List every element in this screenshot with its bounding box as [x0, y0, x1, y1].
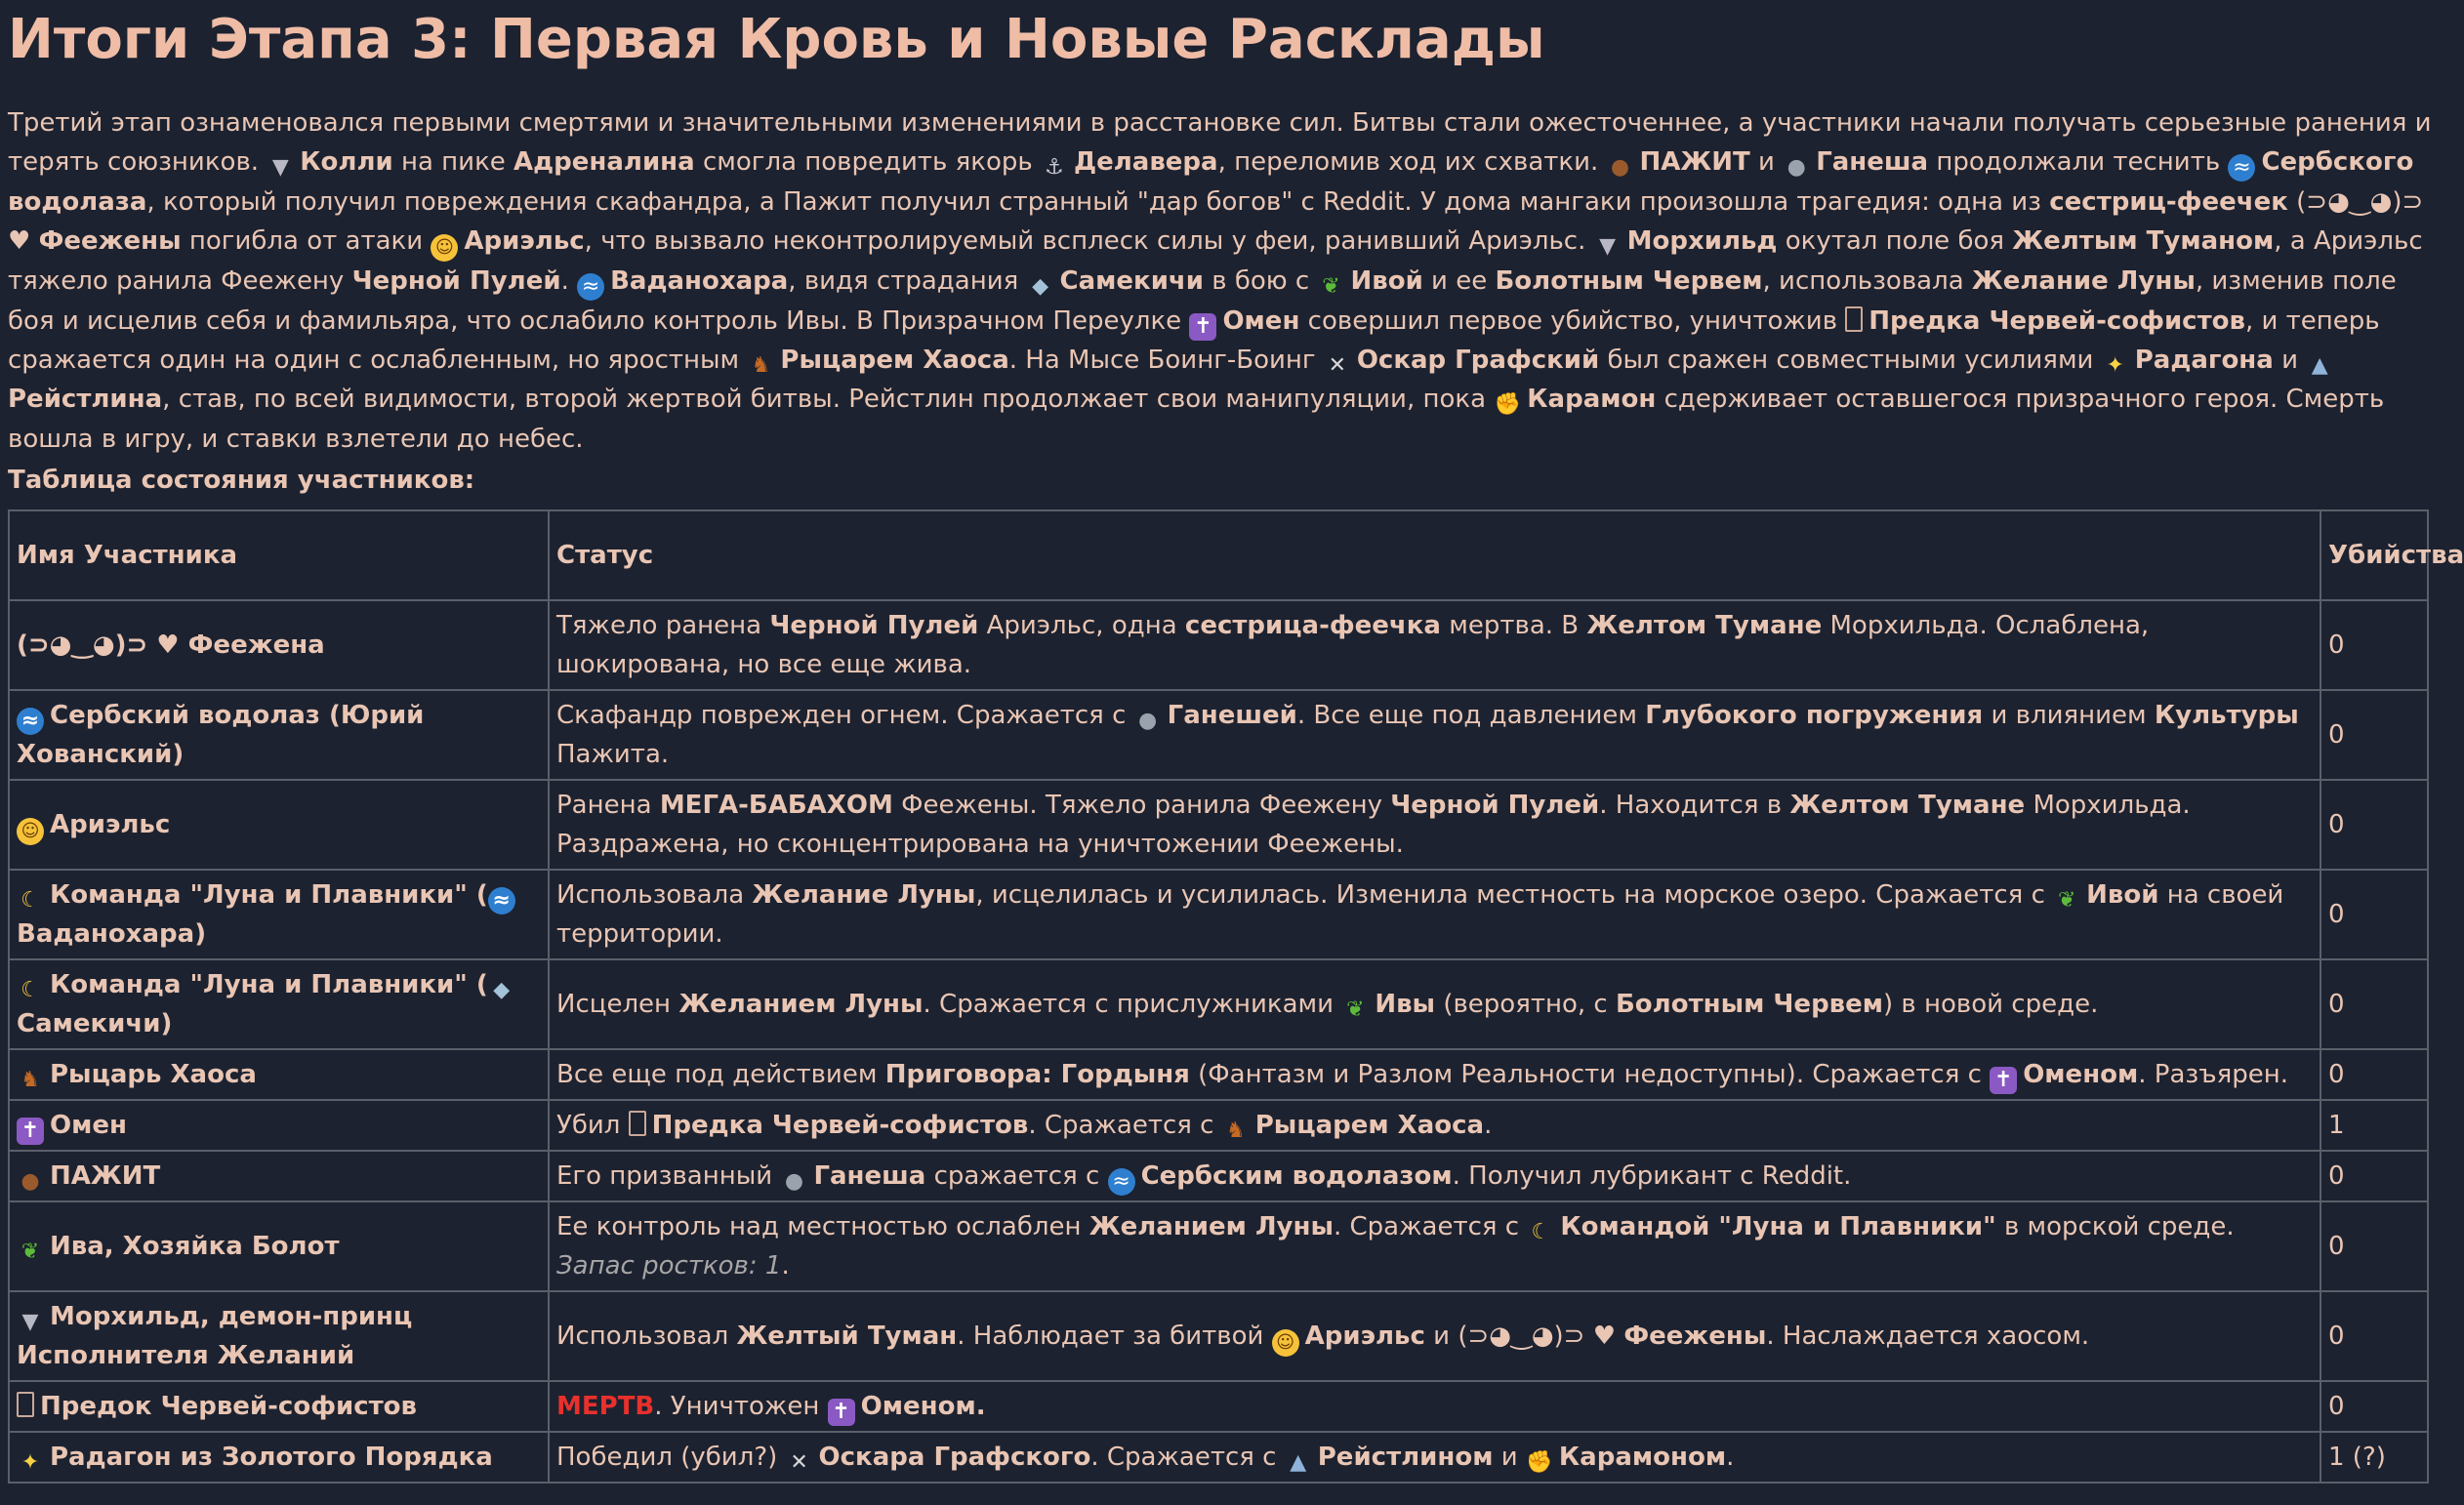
anchor-icon: ⚓: [1045, 155, 1064, 181]
participant-name-cell: Предок Червей-софистов: [9, 1381, 549, 1432]
bold-text: Ганеша: [813, 1161, 926, 1192]
bold-text: Черной Пулей: [351, 266, 561, 297]
table-header-row: [9, 510, 2428, 600]
participant-name-cell: ▼ Морхильд, демон-принц Исполнителя Желаний: [9, 1291, 549, 1381]
angel-icon: ☺: [1272, 1329, 1299, 1357]
participant-kills-cell: 0: [2320, 1381, 2428, 1432]
elephant-icon: ●: [784, 1169, 804, 1195]
elephant-icon: ●: [1786, 155, 1806, 181]
horse-icon: ♞: [21, 1068, 40, 1093]
bold-text: Черной Пулей: [1390, 791, 1600, 821]
mage-icon: ▲: [1290, 1450, 1307, 1476]
sparkles-icon: ✦: [2106, 353, 2124, 379]
participant-kills-cell: 0: [2320, 1291, 2428, 1381]
wave-icon: ≈: [577, 273, 604, 301]
participant-name-cell: ✝ Омен: [9, 1100, 549, 1151]
herb-icon: ❦: [1322, 274, 1340, 300]
swords-icon: ✕: [790, 1450, 808, 1476]
wave-icon: ≈: [1108, 1168, 1135, 1196]
bold-text: Приговора: Гордыня: [884, 1060, 1190, 1090]
cross-icon: ✝: [17, 1118, 44, 1145]
dead-label: МЕРТВ: [556, 1392, 655, 1422]
dolphin-icon: ◆: [1032, 274, 1048, 300]
bold-text: МЕГА-БАБАХОМ: [659, 791, 893, 821]
table-row: [9, 959, 2428, 1049]
participant-status-cell: Ее контроль над местностью ослаблен Желанием Луны. Сражается с ☾ Командой "Луна и Плавники" в морской среде. Запас ростков: 1.: [549, 1201, 2320, 1291]
poop-icon: ●: [21, 1169, 40, 1195]
bold-text: Желтый Туман: [736, 1321, 958, 1351]
bold-text: Делавера: [1073, 147, 1218, 178]
participant-kills-cell: 0: [2320, 870, 2428, 959]
participant-name-cell: ● ПАЖИТ: [9, 1151, 549, 1201]
bold-text: Сербского водолаза: [8, 147, 2414, 217]
elephant-icon: ●: [1138, 709, 1158, 734]
participants-table: [8, 509, 2464, 1484]
wolf-icon: ▼: [1599, 234, 1617, 260]
bold-text: Оскара Графского: [818, 1443, 1091, 1473]
table-row: [9, 1432, 2428, 1483]
table-row: [9, 1291, 2428, 1381]
bold-text: Глубокого погружения: [1645, 701, 1984, 731]
bold-text: Ивой: [1350, 266, 1423, 297]
wolf-icon: ▼: [21, 1310, 39, 1335]
angel-icon: ☺: [431, 234, 458, 262]
poop-icon: ●: [1610, 155, 1630, 181]
participant-status-cell: Скафандр поврежден огнем. Сражается с ● Ганешей. Все еще под давлением Глубокого погружения и влиянием Культуры Пажита.: [549, 690, 2320, 780]
muscle-icon: ✊: [1526, 1450, 1553, 1476]
table-row: [9, 1381, 2428, 1432]
table-title: Таблица состояния участников:: [8, 466, 475, 496]
participant-kills-cell: 0: [2320, 600, 2428, 690]
herb-icon: ❦: [2057, 888, 2076, 914]
column-header-kills: Убийства: [2320, 510, 2428, 600]
moon-icon: ☾: [21, 888, 40, 914]
participant-kills-cell: 0: [2320, 780, 2428, 870]
bold-text: Радагона: [2134, 346, 2274, 376]
bold-text: Омен: [1222, 305, 1300, 336]
bold-text: Культуры: [2154, 701, 2299, 731]
wave-icon: ≈: [2228, 154, 2255, 182]
sparkles-icon: ✦: [21, 1450, 40, 1476]
bold-text: Оскар Графский: [1356, 346, 1600, 376]
bold-text: Командой "Луна и Плавники": [1560, 1212, 1996, 1242]
column-header-status: Статус: [549, 510, 2320, 600]
horse-icon: ♞: [1225, 1119, 1246, 1144]
table-row: [9, 690, 2428, 780]
bold-text: Рыцарем Хаоса: [780, 346, 1009, 376]
bold-text: Ариэльс: [464, 226, 585, 257]
participant-name-cell: ≈ Сербский водолаз (Юрий Хованский): [9, 690, 549, 780]
cross-icon: ✝: [1189, 313, 1216, 341]
participant-kills-cell: 1 (?): [2320, 1432, 2428, 1483]
participant-status-cell: Победил (убил?) ✕ Оскара Графского. Сражается с ▲ Рейстлином и ✊ Карамоном.: [549, 1432, 2320, 1483]
summary-paragraph: Третий этап ознаменовался первыми смертями и значительными изменениями в расстановке сил. Битвы стали ожесточеннее, а участники начали получать серьезные ранения и терять союзников. ▼ Колли на пике Адреналина смогла повредить якорь ⚓ Делавера, переломив ход их схватки. ● ПАЖИТ и ● Ганеша продолжали теснить ≈ Сербского водолаза, который получил повреждения скафандра, а Пажит получил странный "дар богов" с Reddit. У дома мангаки произошла трагедия: одна из сестриц-феечек (⊃◕‿◕)⊃ ♥ Феежены погибла от атаки ☺ Ариэльс, что вызвало неконтролируемый всплеск силы у феи, ранивший Ариэльс. ▼ Морхильд окутал поле боя Желтым Туманом, а Ариэльс тяжело ранила Феежену Черной Пулей. ≈ Ваданохара, видя страдания ◆ Самекичи в бою с ❦ Ивой и ее Болотным Червем, использовала Желание Луны, изменив поле боя и исцелив себя и фамильяра, что ослабило контроль Ивы. В Призрачном Переулке ✝ Омен совершил первое убийство, уничтожив Предка Червей-софистов, и теперь сражается один на один с ослабленным, но яростным ♞ Рыцарем Хаоса. На Мысе Боинг-Боинг ✕ Оскар Графский был сражен совместными усилиями ✦ Радагона и ▲Рейстлина, став, по всей видимости, второй жертвой битвы. Рейстлин продолжает свои манипуляции, пока ✊ Карамон сдерживает оставшегося призрачного героя. Смерть вошла в игру, и ставки взлетели до небес.: [8, 108, 2432, 454]
bold-text: Рейстлина: [8, 385, 163, 415]
bold-text: Карамон: [1527, 385, 1657, 415]
bold-text: Желтом Тумане: [1586, 611, 1823, 641]
participant-kills-cell: 1: [2320, 1100, 2428, 1151]
box-icon: [17, 1392, 34, 1417]
table-row: [9, 1151, 2428, 1201]
bold-text: Колли: [300, 147, 393, 178]
participant-name-cell: ☾ Команда "Луна и Плавники" ( ≈Ваданохара): [9, 870, 549, 959]
participant-kills-cell: 0: [2320, 1201, 2428, 1291]
page-title: Итоги Этапа 3: Первая Кровь и Новые Расклады: [8, 8, 1545, 71]
italic-note: Запас ростков: 1: [556, 1251, 782, 1281]
bold-text: Морхильд: [1626, 226, 1778, 257]
bold-text: Желанием Луны: [1088, 1212, 1334, 1242]
participant-kills-cell: 0: [2320, 1049, 2428, 1100]
wave-icon: ≈: [488, 887, 515, 915]
bold-text: Феежены: [1623, 1321, 1767, 1351]
wolf-icon: ▼: [271, 155, 289, 181]
bold-text: Ивой: [2086, 880, 2159, 911]
bold-text: Ариэльс: [1304, 1321, 1425, 1351]
bold-text: ПАЖИТ: [1639, 147, 1750, 178]
bold-text: Оменом.: [860, 1392, 986, 1422]
dolphin-icon: ◆: [493, 978, 511, 1003]
participant-name-cell: ☺ Ариэльс: [9, 780, 549, 870]
bold-text: Желтым Туманом: [2012, 226, 2275, 257]
cross-icon: ✝: [828, 1399, 855, 1426]
bold-text: сестрица-феечка: [1184, 611, 1441, 641]
bold-text: Болотным Червем: [1615, 990, 1884, 1020]
cross-icon: ✝: [1990, 1067, 2017, 1094]
wave-icon: ≈: [17, 708, 44, 735]
bold-text: Ваданохара: [610, 266, 789, 297]
participant-name-cell: ❦ Ива, Хозяйка Болот: [9, 1201, 549, 1291]
bold-text: сестриц-феечек: [2049, 186, 2288, 217]
participant-status-cell: Его призванный ● Ганеша сражается с ≈ Сербским водолазом. Получил лубрикант с Reddit.: [549, 1151, 2320, 1201]
bold-text: Ганеша: [1816, 147, 1929, 178]
herb-icon: ❦: [21, 1240, 40, 1265]
bold-text: Рейстлином: [1317, 1443, 1494, 1473]
bold-text: Предка Червей-софистов: [651, 1111, 1029, 1141]
bold-text: Желание Луны: [1971, 266, 2196, 297]
column-header-name: Имя Участника: [9, 510, 549, 600]
angel-icon: ☺: [17, 818, 44, 845]
bold-text: Желание Луны: [752, 880, 976, 911]
table-row: [9, 1100, 2428, 1151]
box-icon: [629, 1111, 646, 1136]
participant-status-cell: Использовала Желание Луны, исцелилась и усилилась. Изменила местность на морское озеро. Сражается с ❦ Ивой на своей территории.: [549, 870, 2320, 959]
bold-text: Ганешей: [1167, 701, 1297, 731]
bold-text: Желтом Тумане: [1789, 791, 2026, 821]
box-icon: [1845, 306, 1863, 332]
swords-icon: ✕: [1328, 353, 1347, 379]
participant-status-cell: МЕРТВ. Уничтожен ✝ Оменом.: [549, 1381, 2320, 1432]
table-row: [9, 600, 2428, 690]
bold-text: Желанием Луны: [678, 990, 924, 1020]
bold-text: Адреналина: [513, 147, 695, 178]
bold-text: Самекичи: [1059, 266, 1204, 297]
table-row: [9, 1049, 2428, 1100]
document: [0, 4, 2464, 1484]
moon-icon: ☾: [1531, 1220, 1551, 1245]
table-row: [9, 780, 2428, 870]
participant-kills-cell: 0: [2320, 959, 2428, 1049]
moon-icon: ☾: [21, 978, 40, 1003]
participant-name-cell: ♞ Рыцарь Хаоса: [9, 1049, 549, 1100]
participant-status-cell: Убил Предка Червей-софистов. Сражается с ♞ Рыцарем Хаоса.: [549, 1100, 2320, 1151]
participant-name-cell: ☾ Команда "Луна и Плавники" ( ◆Самекичи): [9, 959, 549, 1049]
participant-status-cell: Ранена МЕГА-БАБАХОМ Феежены. Тяжело ранила Феежену Черной Пулей. Находится в Желтом Тумане Морхильда. Раздражена, но сконцентрирована на уничтожении Феежены.: [549, 780, 2320, 870]
participant-status-cell: Тяжело ранена Черной Пулей Ариэльс, одна сестрица-феечка мертва. В Желтом Тумане Морхильда. Ослаблена, шокирована, но все еще жива.: [549, 600, 2320, 690]
bold-text: Болотным Червем: [1495, 266, 1763, 297]
bold-text: Сербским водолазом: [1140, 1161, 1453, 1192]
participant-kills-cell: 0: [2320, 690, 2428, 780]
participant-name-cell: ✦ Радагон из Золотого Порядка: [9, 1432, 549, 1483]
herb-icon: ❦: [1346, 997, 1365, 1023]
bold-text: Карамоном: [1558, 1443, 1727, 1473]
bold-text: Черной Пулей: [769, 611, 979, 641]
mage-icon: ▲: [2311, 353, 2328, 379]
participant-status-cell: Использовал Желтый Туман. Наблюдает за битвой ☺ Ариэльс и (⊃◕‿◕)⊃ ♥ Феежены. Наслаждается хаосом.: [549, 1291, 2320, 1381]
bold-text: Оменом: [2023, 1060, 2139, 1090]
participant-kills-cell: 0: [2320, 1151, 2428, 1201]
participant-status-cell: Все еще под действием Приговора: Гордыня (Фантазм и Разлом Реальности недоступны). Сражается с ✝ Оменом. Разъярен.: [549, 1049, 2320, 1100]
bold-text: Рыцарем Хаоса: [1254, 1111, 1485, 1141]
bold-text: Ивы: [1375, 990, 1436, 1020]
participant-status-cell: Исцелен Желанием Луны. Сражается с прислужниками ❦ Ивы (вероятно, с Болотным Червем) в новой среде.: [549, 959, 2320, 1049]
table-row: [9, 1201, 2428, 1291]
table-row: [9, 870, 2428, 959]
bold-text: Предка Червей-софистов: [1869, 305, 2245, 336]
horse-icon: ♞: [751, 353, 771, 379]
bold-text: Феежены: [38, 226, 182, 257]
participant-name-cell: (⊃◕‿◕)⊃ ♥ Феежена: [9, 600, 549, 690]
muscle-icon: ✊: [1494, 392, 1521, 418]
